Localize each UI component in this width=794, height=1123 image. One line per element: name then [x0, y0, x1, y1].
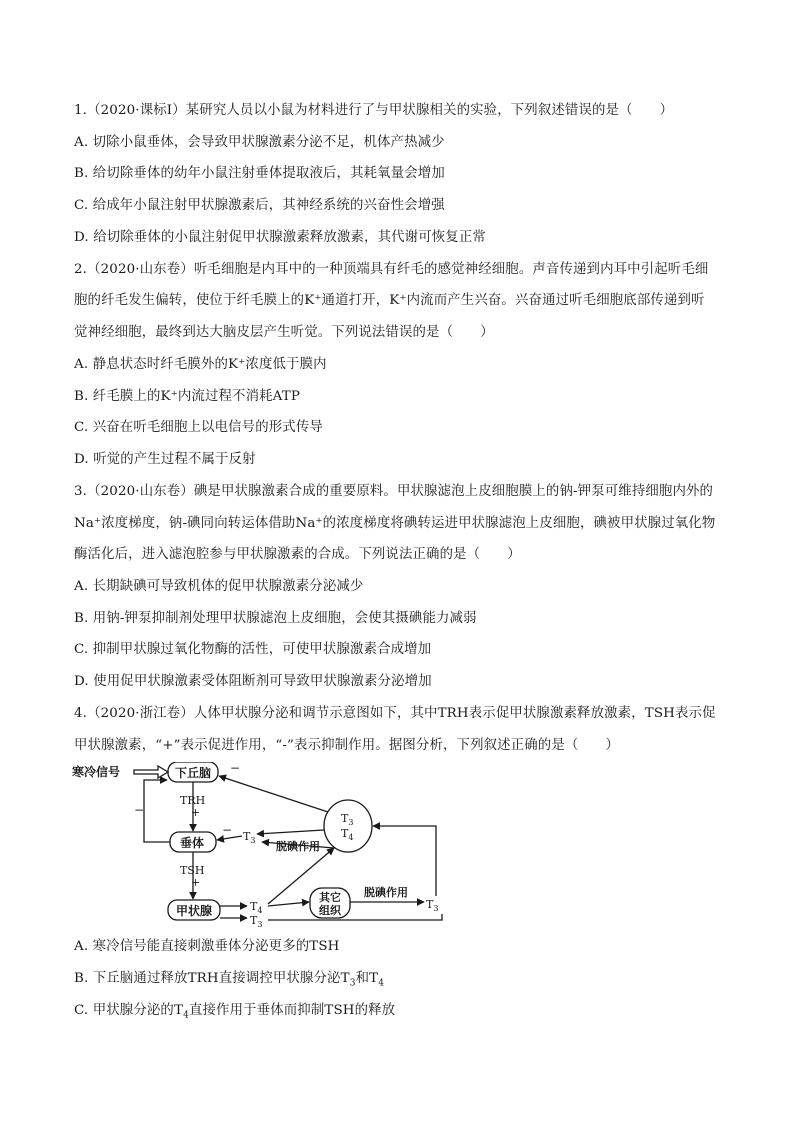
- q3-option-d: D. 使用促甲状腺激素受体阻断剂可导致甲状腺激素分泌增加: [74, 674, 432, 689]
- q2-option-a: A. 静息状态时纤毛膜外的K⁺浓度低于膜内: [74, 357, 327, 372]
- hypothalamus-label: 下丘脑: [175, 766, 212, 780]
- q3-stem-line3: 酶活化后，进入滤泡腔参与甲状腺激素的合成。下列说法正确的是（ ）: [74, 547, 521, 562]
- deiodination-label-upper: 脱碘作用: [276, 840, 320, 853]
- q3-option-a: A. 长期缺碘可导致机体的促甲状腺激素分泌减少: [74, 579, 364, 594]
- thyroid-label: 甲状腺: [176, 904, 213, 918]
- q1-option-d: D. 给切除垂体的小鼠注射促甲状腺激素释放激素，其代谢可恢复正常: [74, 230, 486, 245]
- tsh-label: TSH: [180, 864, 205, 877]
- q3-option-b: B. 用钠-钾泵抑制剂处理甲状腺滤泡上皮细胞，会使其摄碘能力减弱: [74, 611, 477, 626]
- q2-stem-line3: 觉神经细胞，最终到达大脑皮层产生听觉。下列说法错误的是（ ）: [74, 325, 494, 340]
- q4-stem-line2: 甲状腺激素，“+”表示促进作用，“-”表示抑制作用。据图分析，下列叙述正确的是（ ）: [74, 738, 620, 753]
- q2-option-b: B. 纤毛膜上的K⁺内流过程不消耗ATP: [74, 389, 300, 404]
- q3-option-c: C. 抑制甲状腺过氧化物酶的活性，可使甲状腺激素合成增加: [74, 642, 432, 657]
- q4-option-a: A. 寒冷信号能直接刺激垂体分泌更多的TSH: [74, 939, 340, 954]
- q4-option-b: B. 下丘脑通过释放TRH直接调控甲状腺分泌$T_3$和$T_4$: [74, 971, 385, 989]
- q3-stem-line1: 3.（2020·山东卷）碘是甲状腺激素合成的重要原料。甲状腺滤泡上皮细胞膜上的钠-钾泵可维持细胞内外的: [74, 484, 714, 499]
- q2-stem-line1: 2.（2020·山东卷）听毛细胞是内耳中的一种顶端具有纤毛的感觉神经细胞。声音传递到内耳中引起听毛细: [74, 262, 709, 277]
- q4-stem-line1: 4.（2020·浙江卷）人体甲状腺分泌和调节示意图如下，其中TRH表示促甲状腺激素释放激素，TSH表示促: [74, 706, 716, 721]
- t3-from-thyroid: $T_3$: [250, 914, 263, 929]
- t4-in-circle: $T_4$: [341, 827, 354, 842]
- other-tissue-label-line1: 其它: [319, 891, 341, 904]
- thyroid-regulation-diagram: [72, 762, 452, 930]
- other-tissue-label-line2: 组织: [319, 904, 341, 917]
- q4-option-c: C. 甲状腺分泌的$T_4$直接作用于垂体而抑制TSH的释放: [74, 1003, 396, 1021]
- t4-from-thyroid: $T_4$: [250, 900, 263, 915]
- deiodination-label-lower: 脱碘作用: [364, 886, 408, 899]
- tsh-plus: +: [191, 876, 201, 889]
- t3-right: $T_3$: [426, 898, 439, 913]
- pituitary-minus: −: [222, 823, 233, 837]
- cold-signal-arrow: [134, 766, 168, 778]
- trh-plus: +: [191, 806, 201, 819]
- q1-stem: 1.（2020·课标Ⅰ）某研究人员以小鼠为材料进行了与甲状腺相关的实验，下列叙述错误的是（ ）: [74, 103, 674, 118]
- loop-minus: −: [134, 803, 145, 817]
- t3-near-pituitary: $T_3$: [243, 830, 256, 845]
- q2-option-c: C. 兴奋在听毛细胞上以电信号的形式传导: [74, 420, 323, 435]
- cold-signal-label: 寒冷信号: [72, 765, 121, 779]
- q1-option-b: B. 给切除垂体的幼年小鼠注射垂体提取液后，其耗氧量会增加: [74, 166, 445, 181]
- t3-in-circle: $T_3$: [341, 812, 354, 827]
- q2-stem-line2: 胞的纤毛发生偏转，使位于纤毛膜上的K⁺通道打开，K⁺内流而产生兴奋。兴奋通过听毛细胞底部传递到听: [74, 293, 705, 308]
- q1-option-a: A. 切除小鼠垂体，会导致甲状腺激素分泌不足，机体产热减少: [74, 135, 445, 150]
- q2-option-d: D. 听觉的产生过程不属于反射: [74, 452, 256, 467]
- hypothalamus-minus: −: [230, 762, 241, 775]
- pituitary-label: 垂体: [180, 836, 205, 850]
- q1-option-c: C. 给成年小鼠注射甲状腺激素后，其神经系统的兴奋性会增强: [74, 198, 445, 213]
- trh-label: TRH: [180, 794, 206, 807]
- q3-stem-line2: Na⁺浓度梯度，钠-碘同向转运体借助Na⁺的浓度梯度将碘转运进甲状腺滤泡上皮细胞，碘被甲状腺过氧化物: [74, 516, 716, 531]
